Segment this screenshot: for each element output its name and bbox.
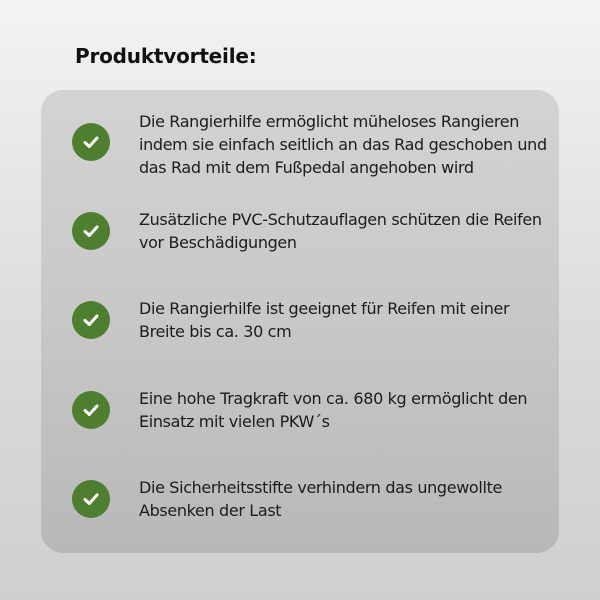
- checkmark-icon: [72, 301, 110, 339]
- benefit-text: Die Rangierhilfe ist geeignet für Reifen mit einer Breite bis ca. 30 cm: [139, 299, 510, 341]
- benefit-text: Die Sicherheitsstifte verhindern das ungewollte Absenken der Last: [139, 478, 502, 520]
- checkmark-icon: [72, 480, 110, 518]
- page-title: Produktvorteile:: [75, 44, 257, 68]
- checkmark-icon: [72, 391, 110, 429]
- checkmark-icon: [72, 212, 110, 250]
- benefit-text: Zusätzliche PVC-Schutzauflagen schützen die Reifen vor Beschädigungen: [139, 210, 542, 252]
- benefits-panel: [41, 90, 559, 553]
- benefit-text: Eine hohe Tragkraft von ca. 680 kg ermöglicht den Einsatz mit vielen PKW´s: [139, 389, 528, 431]
- benefit-text: Die Rangierhilfe ermöglicht müheloses Rangieren indem sie einfach seitlich an das Rad geschoben und das Rad mit dem Fußpedal angehoben wird: [139, 112, 547, 177]
- checkmark-icon: [72, 123, 110, 161]
